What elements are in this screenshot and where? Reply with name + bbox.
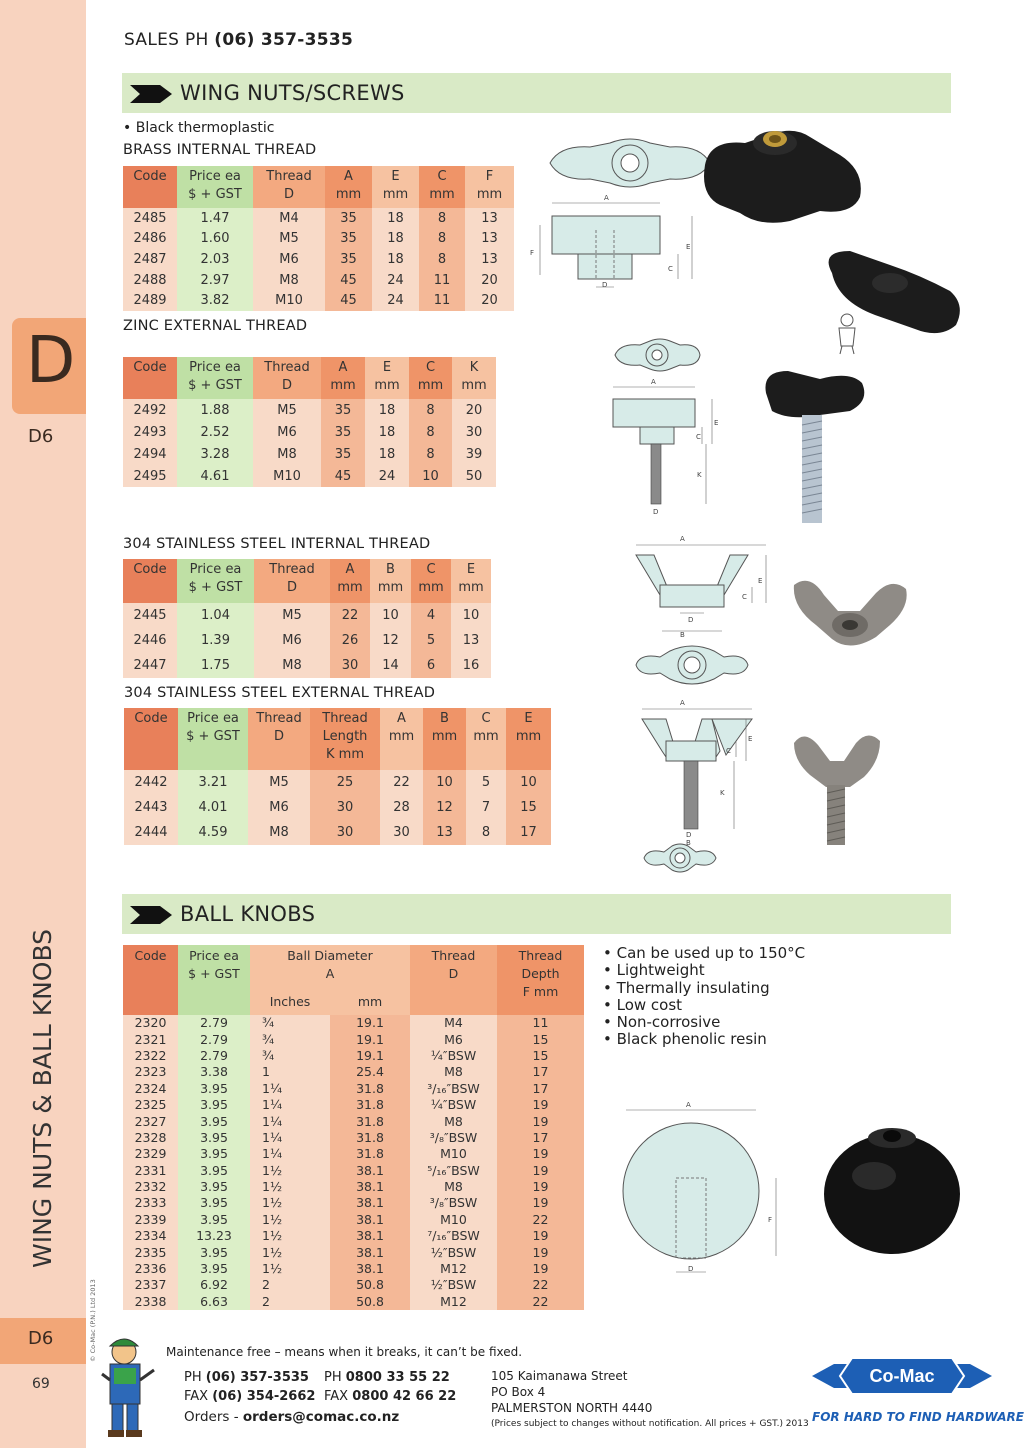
col-header: Thread D (410, 945, 497, 1015)
price-disclaimer: (Prices subject to changes without notification. All prices + GST.) 2013 (491, 1419, 809, 1429)
table-cell: 22 (497, 1212, 584, 1228)
wing-nut-side-view-diagram (530, 194, 692, 289)
footer-address (491, 1368, 809, 1432)
ss-external-heading: 304 STAINLESS STEEL EXTERNAL THREAD (124, 685, 436, 701)
table-cell: 15 (497, 1031, 584, 1047)
ss-external-table (124, 708, 551, 845)
feature-item: • Low cost (603, 995, 683, 1014)
table-cell: M4 (410, 1015, 497, 1031)
table-row (123, 1130, 584, 1146)
dim-label: A (680, 699, 685, 707)
table-cell: M10 (410, 1146, 497, 1162)
table-cell: M12 (410, 1294, 497, 1310)
phone-label: PH (324, 1370, 342, 1385)
table-row (123, 1179, 584, 1195)
table-cell: M6 (410, 1031, 497, 1047)
section-code: D6 (28, 426, 54, 447)
table-cell: M12 (410, 1261, 497, 1277)
table-cell: 31.8 (330, 1113, 410, 1129)
col-header: B mm (370, 559, 411, 603)
fax-label: FAX (184, 1389, 209, 1404)
table-cell: 2.79 (178, 1015, 250, 1031)
col-header: E mm (372, 166, 419, 208)
zinc-wing-screw-top-diagram (615, 339, 700, 371)
phone-label: PH (184, 1370, 202, 1385)
table-cell: 3.95 (178, 1212, 250, 1228)
col-header: Ball Diameter A (250, 945, 410, 991)
table-row (123, 1294, 584, 1310)
table-cell: 1¼ (250, 1130, 330, 1146)
ss-internal-table (123, 559, 491, 678)
ss-wing-screw-top-diagram (640, 838, 720, 878)
col-header: Thread D (253, 357, 321, 399)
table-cell: 1¼ (250, 1081, 330, 1097)
dim-label: C (726, 747, 731, 755)
table-cell: 38.1 (330, 1212, 410, 1228)
footer-freephone-block (324, 1368, 456, 1406)
bottom-section-tab (0, 1318, 86, 1364)
footer-orders (184, 1408, 399, 1427)
arrow-icon (130, 906, 172, 924)
dim-label: E (748, 735, 753, 743)
table-cell: 1½ (250, 1244, 330, 1260)
table-cell: ¾ (250, 1048, 330, 1064)
col-header: Price ea $ + GST (178, 945, 250, 1015)
table-cell: 19 (497, 1228, 584, 1244)
col-header: Code (123, 357, 177, 399)
table-cell: M10 (410, 1212, 497, 1228)
dim-label: E (758, 577, 763, 585)
zinc-wing-screw-side-diagram (613, 378, 718, 516)
table-cell: ½″BSW (410, 1277, 497, 1293)
table-row (123, 1048, 584, 1064)
table-cell: ¾ (250, 1031, 330, 1047)
table-cell: ⁷/₁₆″BSW (410, 1228, 497, 1244)
address-line: 105 Kaimanawa Street (491, 1369, 628, 1383)
table-cell: 38.1 (330, 1179, 410, 1195)
table-row: 2444 4.59 M8 30 30 13 8 17 (124, 820, 551, 845)
sales-phone: (06) 357-3535 (214, 30, 354, 50)
dim-label: C (696, 433, 701, 441)
col-header: K mm (452, 357, 496, 399)
col-header: Price ea $ + GST (178, 708, 248, 770)
table-cell: ½″BSW (410, 1244, 497, 1260)
table-row (123, 1163, 584, 1179)
table-cell: ¾ (250, 1015, 330, 1031)
table-cell: 19 (497, 1097, 584, 1113)
table-cell: 2325 (123, 1097, 178, 1113)
table-cell: 3.95 (178, 1195, 250, 1211)
table-cell: 1¼ (250, 1097, 330, 1113)
feature-item: • Non-corrosive (603, 1013, 721, 1032)
table-row (123, 1244, 584, 1260)
table-row (123, 1212, 584, 1228)
col-header: Inches (250, 991, 330, 1015)
table-row: 2488 2.97 M8 45 24 11 20 (123, 270, 514, 291)
zinc-wing-screw-photo (765, 371, 864, 523)
col-header: F mm (465, 166, 514, 208)
table-cell: 3.38 (178, 1064, 250, 1080)
table-row: 2446 1.39 M6 26 12 5 13 (123, 628, 491, 653)
table-cell: 2336 (123, 1261, 178, 1277)
table-row: 2447 1.75 M8 30 14 6 16 (123, 653, 491, 678)
table-cell: ³/₈″BSW (410, 1130, 497, 1146)
table-cell: 31.8 (330, 1081, 410, 1097)
table-row: 2442 3.21 M5 25 22 10 5 10 (124, 770, 551, 795)
table-cell: 38.1 (330, 1244, 410, 1260)
table-cell: 2323 (123, 1064, 178, 1080)
table-row (123, 1064, 584, 1080)
table-row: 2492 1.88 M5 35 18 8 20 (123, 399, 496, 421)
footer-phone-block (184, 1368, 315, 1406)
footer-tagline-note: Maintenance free – means when it breaks, it can’t be fixed. (166, 1345, 523, 1359)
ball-knobs-table (123, 945, 584, 1310)
table-cell: 22 (497, 1294, 584, 1310)
col-header: Thread D (248, 708, 310, 770)
table-cell: 2339 (123, 1212, 178, 1228)
table-cell: 2328 (123, 1130, 178, 1146)
col-header: Thread Depth F mm (497, 945, 584, 1015)
dim-label: A (680, 535, 685, 543)
table-cell: 38.1 (330, 1195, 410, 1211)
ball-knob-features (603, 945, 805, 1049)
table-cell: 2331 (123, 1163, 178, 1179)
table-cell: 3.95 (178, 1244, 250, 1260)
arrow-icon (130, 85, 172, 103)
table-cell: 15 (497, 1048, 584, 1064)
section-letter: D (26, 324, 76, 398)
logo-text: Co-Mac (869, 1366, 935, 1386)
ss-wing-nut-photo (794, 581, 907, 646)
table-cell: 2 (250, 1277, 330, 1293)
copyright: © Co-Mac (P.N.) Ltd 2013 (89, 1279, 97, 1362)
table-cell: ¼″BSW (410, 1048, 497, 1064)
col-header: A mm (330, 559, 370, 603)
table-cell: 1¼ (250, 1146, 330, 1162)
col-header: B mm (423, 708, 466, 770)
wing-nuts-section-header (122, 73, 951, 113)
address-line: PO Box 4 (491, 1385, 546, 1399)
brass-heading: BRASS INTERNAL THREAD (123, 142, 317, 158)
col-header: Price ea $ + GST (177, 166, 253, 208)
table-cell: 13.23 (178, 1228, 250, 1244)
dim-label: D (653, 508, 659, 516)
sales-label: SALES PH (124, 30, 209, 50)
dim-label: K (697, 471, 702, 479)
table-cell: 3.95 (178, 1130, 250, 1146)
table-row: 2489 3.82 M10 45 24 11 20 (123, 290, 514, 311)
wing-nut-top-view-diagram (550, 139, 710, 187)
freephone-number: 0800 33 55 22 (345, 1370, 450, 1385)
zinc-table (123, 357, 496, 487)
dim-label: C (668, 265, 673, 273)
dim-label: D (688, 1265, 694, 1273)
ball-knob-illustrations (612, 1096, 992, 1286)
ss-wing-screw-photo (794, 735, 880, 845)
table-cell: 2338 (123, 1294, 178, 1310)
dim-label: B (686, 839, 691, 845)
wing-nuts-title: WING NUTS/SCREWS (180, 81, 405, 105)
ss-wing-nut-top-diagram (636, 646, 748, 684)
table-row (123, 1277, 584, 1293)
zinc-heading: ZINC EXTERNAL THREAD (123, 318, 308, 334)
ball-knob-photo (824, 1128, 960, 1254)
table-cell: 2333 (123, 1195, 178, 1211)
table-cell: 19.1 (330, 1048, 410, 1064)
col-header: Thread Length K mm (310, 708, 380, 770)
col-header: E mm (506, 708, 551, 770)
table-row (123, 1113, 584, 1129)
col-header: Price ea $ + GST (177, 357, 253, 399)
table-cell: 11 (497, 1015, 584, 1031)
table-cell: 19 (497, 1163, 584, 1179)
table-row (123, 1081, 584, 1097)
table-cell: 38.1 (330, 1228, 410, 1244)
col-header: Code (123, 945, 178, 1015)
table-cell: 17 (497, 1081, 584, 1097)
dim-label: C (742, 593, 747, 601)
col-header: Code (123, 166, 177, 208)
dim-label: E (686, 243, 691, 251)
dim-label: A (651, 378, 656, 386)
table-cell: 1¼ (250, 1113, 330, 1129)
table-cell: 19 (497, 1113, 584, 1129)
col-header: A mm (321, 357, 365, 399)
dim-label: E (714, 419, 719, 427)
dim-label: B (680, 631, 685, 639)
dim-label: D (602, 281, 608, 289)
orders-label: Orders - (184, 1409, 239, 1425)
table-cell: 1½ (250, 1212, 330, 1228)
table-cell: 6.63 (178, 1294, 250, 1310)
table-cell: 31.8 (330, 1097, 410, 1113)
ss-internal-heading: 304 STAINLESS STEEL INTERNAL THREAD (123, 536, 431, 552)
table-cell: 19 (497, 1261, 584, 1277)
table-cell: 17 (497, 1064, 584, 1080)
table-cell: 3.95 (178, 1146, 250, 1162)
table-row: 2493 2.52 M6 35 18 8 30 (123, 421, 496, 443)
table-row: 2487 2.03 M6 35 18 8 13 (123, 249, 514, 270)
col-header: A mm (380, 708, 423, 770)
col-header: E mm (451, 559, 491, 603)
table-cell: 1½ (250, 1163, 330, 1179)
table-cell: ³/₁₆″BSW (410, 1081, 497, 1097)
col-header: E mm (365, 357, 409, 399)
table-cell: 19 (497, 1146, 584, 1162)
feature-item: • Black phenolic resin (603, 1030, 767, 1049)
sales-phone-header (124, 30, 353, 50)
table-cell: 3.95 (178, 1163, 250, 1179)
dim-label: A (686, 1101, 691, 1109)
table-cell: ⁵/₁₆″BSW (410, 1163, 497, 1179)
table-cell: M8 (410, 1113, 497, 1129)
col-header: C mm (411, 559, 451, 603)
col-header: Thread D (253, 166, 325, 208)
table-cell: 2322 (123, 1048, 178, 1064)
table-cell: 2.79 (178, 1048, 250, 1064)
dim-label: D (686, 831, 692, 839)
table-row (123, 1195, 584, 1211)
wing-nut-illustrations (520, 125, 970, 845)
table-cell: 50.8 (330, 1294, 410, 1310)
table-cell: 38.1 (330, 1261, 410, 1277)
table-cell: 1½ (250, 1179, 330, 1195)
table-cell: 2327 (123, 1113, 178, 1129)
table-cell: 22 (497, 1277, 584, 1293)
fax-label: FAX (324, 1389, 349, 1404)
table-cell: 19.1 (330, 1031, 410, 1047)
table-row: 2494 3.28 M8 35 18 8 39 (123, 443, 496, 465)
table-cell: 2 (250, 1294, 330, 1310)
table-cell: 3.95 (178, 1097, 250, 1113)
table-cell: 2.79 (178, 1031, 250, 1047)
phone-number: (06) 357-3535 (205, 1370, 309, 1385)
table-cell: 2324 (123, 1081, 178, 1097)
bottom-section-code: D6 (28, 1328, 54, 1349)
table-cell: 31.8 (330, 1130, 410, 1146)
table-row (123, 1261, 584, 1277)
table-row (123, 1228, 584, 1244)
table-row (123, 1097, 584, 1113)
table-cell: 17 (497, 1130, 584, 1146)
col-header: C mm (419, 166, 465, 208)
col-header: Code (123, 559, 177, 603)
table-cell: 1½ (250, 1195, 330, 1211)
freefax-number: 0800 42 66 22 (352, 1389, 457, 1404)
dim-label: K (720, 789, 725, 797)
ball-knob-diagram (623, 1101, 776, 1273)
feature-item: • Can be used up to 150°C (603, 944, 806, 962)
table-cell: 3.95 (178, 1113, 250, 1129)
table-row: 2445 1.04 M5 22 10 4 10 (123, 603, 491, 628)
ball-knobs-title: BALL KNOBS (180, 902, 316, 926)
table-cell: 19 (497, 1244, 584, 1260)
material-note: • Black thermoplastic (123, 120, 275, 136)
fax-number: (06) 354-2662 (212, 1389, 316, 1404)
table-row: 2486 1.60 M5 35 18 8 13 (123, 229, 514, 250)
orders-email-link[interactable]: orders@comac.co.nz (242, 1409, 400, 1425)
dim-label: F (768, 1216, 773, 1224)
table-row: 2485 1.47 M4 35 18 8 13 (123, 208, 514, 229)
table-cell: 31.8 (330, 1146, 410, 1162)
section-tab[interactable] (12, 318, 86, 414)
table-cell: ¼″BSW (410, 1097, 497, 1113)
vertical-section-title: WING NUTS & BALL KNOBS (28, 928, 57, 1268)
col-header: mm (330, 991, 410, 1015)
feature-item: • Thermally insulating (603, 978, 770, 997)
table-cell: 6.92 (178, 1277, 250, 1293)
dim-label: A (604, 194, 609, 202)
col-header: Code (124, 708, 178, 770)
table-cell: 19 (497, 1195, 584, 1211)
ball-knobs-section-header (122, 894, 951, 934)
col-header: A mm (325, 166, 372, 208)
table-row (123, 1146, 584, 1162)
col-header: Thread D (254, 559, 330, 603)
col-header: C mm (466, 708, 506, 770)
table-cell: 3.95 (178, 1179, 250, 1195)
mascot-sketch-icon (834, 312, 860, 356)
table-cell: 1 (250, 1064, 330, 1080)
ss-wing-nut-front-diagram (636, 535, 766, 639)
page-number: 69 (32, 1376, 50, 1392)
col-header: Price ea $ + GST (177, 559, 254, 603)
table-cell: 3.95 (178, 1081, 250, 1097)
ss-wing-screw-front-diagram (642, 699, 752, 845)
brass-table (123, 166, 514, 311)
table-cell: 1½ (250, 1261, 330, 1277)
brass-wing-nut-photo (704, 131, 861, 223)
table-cell: 2335 (123, 1244, 178, 1260)
table-cell: 2320 (123, 1015, 178, 1031)
table-cell: M8 (410, 1064, 497, 1080)
table-cell: 2321 (123, 1031, 178, 1047)
table-row: 2495 4.61 M10 45 24 10 50 (123, 465, 496, 487)
dim-label: D (688, 616, 694, 624)
table-cell: 1½ (250, 1228, 330, 1244)
table-cell: 38.1 (330, 1163, 410, 1179)
table-cell: 19.1 (330, 1015, 410, 1031)
address-line: PALMERSTON NORTH 4440 (491, 1401, 653, 1415)
table-row: 2443 4.01 M6 30 28 12 7 15 (124, 795, 551, 820)
table-cell: 19 (497, 1179, 584, 1195)
table-row (123, 1031, 584, 1047)
table-cell: 2329 (123, 1146, 178, 1162)
table-cell: 3.95 (178, 1261, 250, 1277)
col-header: C mm (409, 357, 452, 399)
table-cell: 50.8 (330, 1277, 410, 1293)
feature-item: • Lightweight (603, 961, 705, 980)
comac-logo (812, 1354, 992, 1398)
mascot-handyman-icon (94, 1334, 160, 1440)
table-cell: 25.4 (330, 1064, 410, 1080)
table-cell: 2332 (123, 1179, 178, 1195)
table-cell: 2337 (123, 1277, 178, 1293)
table-row (123, 1015, 584, 1031)
dim-label: F (530, 249, 535, 257)
brand-tagline: FOR HARD TO FIND HARDWARE (812, 1410, 1024, 1424)
table-cell: 2334 (123, 1228, 178, 1244)
table-cell: M8 (410, 1179, 497, 1195)
sidebar (0, 0, 86, 1448)
table-cell: ³/₈″BSW (410, 1195, 497, 1211)
